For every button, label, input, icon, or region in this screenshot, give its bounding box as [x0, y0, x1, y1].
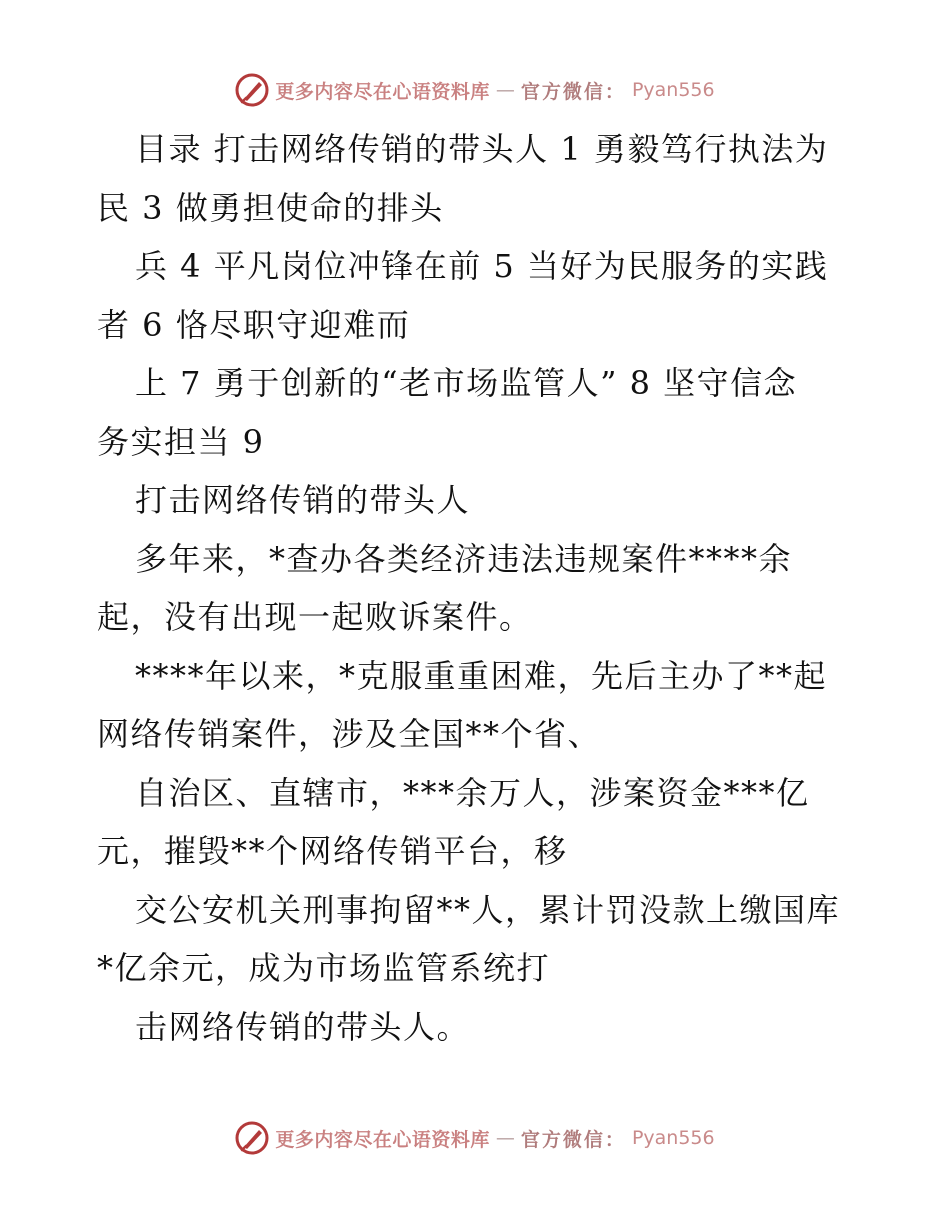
text-line: *亿余元，成为市场监管系统打 [97, 949, 551, 987]
banner-wechat-id: Pyan556 [631, 1127, 715, 1149]
text-line: ****年以来，*克服重重困难，先后主办了**起 [135, 656, 828, 695]
banner-separator: — [495, 1127, 515, 1149]
quill-pen-logo-icon [235, 1121, 269, 1155]
banner-tagline: 更多内容尽在心语资料库 [275, 1128, 490, 1151]
text-line: 元，摧毁**个网络传销平台，移 [97, 832, 568, 870]
text-line: 起，没有出现一起败诉案件。 [97, 598, 533, 636]
text-line: 上 7 勇于创新的“老市场监管人” 8 坚守信念 [135, 364, 798, 402]
text-line: 打击网络传销的带头人 [135, 481, 471, 519]
text-line: 务实担当 9 [97, 422, 265, 461]
banner-tagline: 更多内容尽在心语资料库 [275, 80, 490, 103]
text-line: 击网络传销的带头人。 [135, 1007, 471, 1046]
text-line: 民 3 做勇担使命的排头 [97, 188, 444, 227]
document-body [97, 120, 857, 1056]
text-line: 交公安机关刑事拘留**人，累计罚没款上缴国库 [135, 890, 841, 929]
text-line: 网络传销案件，涉及全国**个省、 [97, 715, 602, 753]
banner-wechat-label: 官方微信： [520, 80, 626, 103]
text-line: 目录 打击网络传销的带头人 1 勇毅笃行执法为 [135, 130, 829, 168]
quill-pen-logo-icon [235, 73, 269, 107]
banner-separator: — [495, 79, 515, 101]
text-line: 者 6 恪尽职守迎难而 [97, 305, 411, 344]
banner-wechat-id: Pyan556 [631, 79, 715, 101]
text-line: 兵 4 平凡岗位冲锋在前 5 当好为民服务的实践 [135, 247, 829, 285]
header-banner [0, 70, 950, 110]
text-line: 多年来，*查办各类经济违法违规案件****余 [135, 539, 793, 578]
banner-wechat-label: 官方微信： [520, 1128, 626, 1151]
footer-banner [0, 1118, 950, 1158]
text-line: 自治区、直辖市，***余万人，涉案资金***亿 [135, 773, 810, 812]
